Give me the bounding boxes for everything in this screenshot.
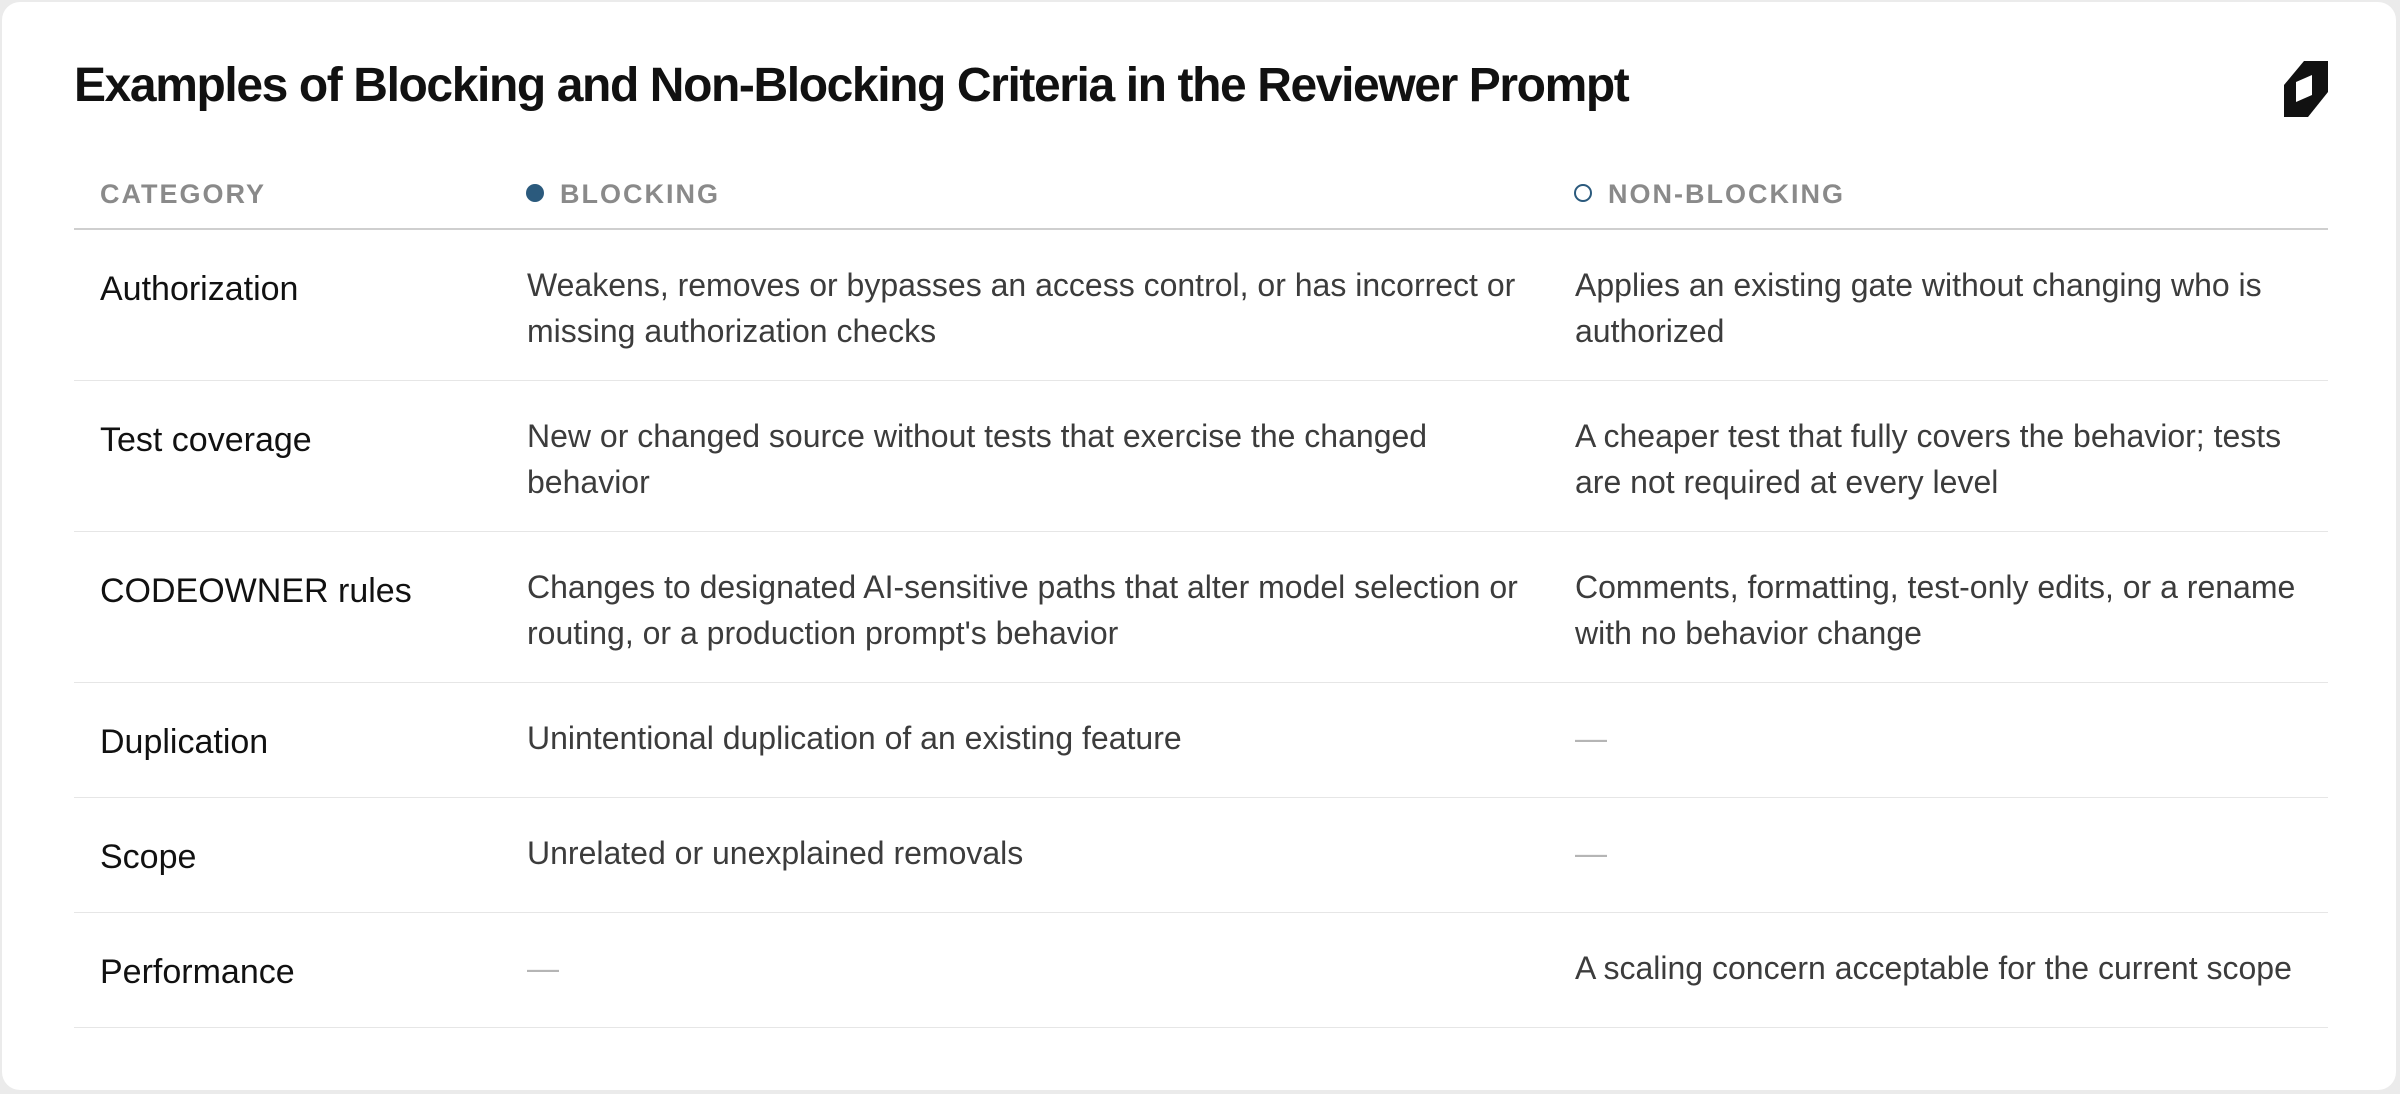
- category-cell: Scope: [74, 797, 526, 912]
- table-row: [74, 797, 2328, 912]
- criteria-table: [74, 160, 2328, 1028]
- category-cell: Performance: [74, 912, 526, 1027]
- column-header-category-label: CATEGORY: [100, 178, 267, 209]
- category-cell: CODEOWNER rules: [74, 531, 526, 682]
- category-cell: Test coverage: [74, 380, 526, 531]
- page-title: Examples of Blocking and Non-Blocking Criteria in the Reviewer Prompt: [74, 59, 1629, 112]
- column-header-blocking: [526, 160, 1574, 229]
- non-blocking-empty-dash: —: [1574, 682, 2328, 797]
- column-header-blocking-label: BLOCKING: [560, 178, 720, 209]
- non-blocking-empty-dash: —: [1574, 797, 2328, 912]
- brand-logo-icon: [2282, 58, 2330, 120]
- blocking-cell: Weakens, removes or bypasses an access control, or has incorrect or missing authorization checks: [526, 229, 1574, 380]
- non-blocking-cell: A scaling concern acceptable for the current scope: [1574, 912, 2328, 1027]
- blocking-cell: New or changed source without tests that exercise the changed behavior: [526, 380, 1574, 531]
- blocking-empty-dash: —: [526, 912, 1574, 1027]
- table-header-row: [74, 160, 2328, 229]
- non-blocking-cell: A cheaper test that fully covers the behavior; tests are not required at every level: [1574, 380, 2328, 531]
- column-header-non-blocking: [1574, 160, 2328, 229]
- category-cell: Authorization: [74, 229, 526, 380]
- table-row: [74, 380, 2328, 531]
- non-blocking-cell: Applies an existing gate without changing who is authorized: [1574, 229, 2328, 380]
- criteria-card: [2, 2, 2396, 1090]
- blocking-cell: Unintentional duplication of an existing feature: [526, 682, 1574, 797]
- hollow-circle-icon: [1574, 184, 1592, 202]
- blocking-cell: Unrelated or unexplained removals: [526, 797, 1574, 912]
- blocking-cell: Changes to designated AI-sensitive paths that alter model selection or routing, or a production prompt's behavior: [526, 531, 1574, 682]
- table-row: [74, 229, 2328, 380]
- column-header-category: [74, 160, 526, 229]
- table-row: [74, 531, 2328, 682]
- table-row: [74, 912, 2328, 1027]
- filled-circle-icon: [526, 184, 544, 202]
- column-header-non-blocking-label: NON-BLOCKING: [1608, 178, 1845, 209]
- table-row: [74, 682, 2328, 797]
- category-cell: Duplication: [74, 682, 526, 797]
- non-blocking-cell: Comments, formatting, test-only edits, or a rename with no behavior change: [1574, 531, 2328, 682]
